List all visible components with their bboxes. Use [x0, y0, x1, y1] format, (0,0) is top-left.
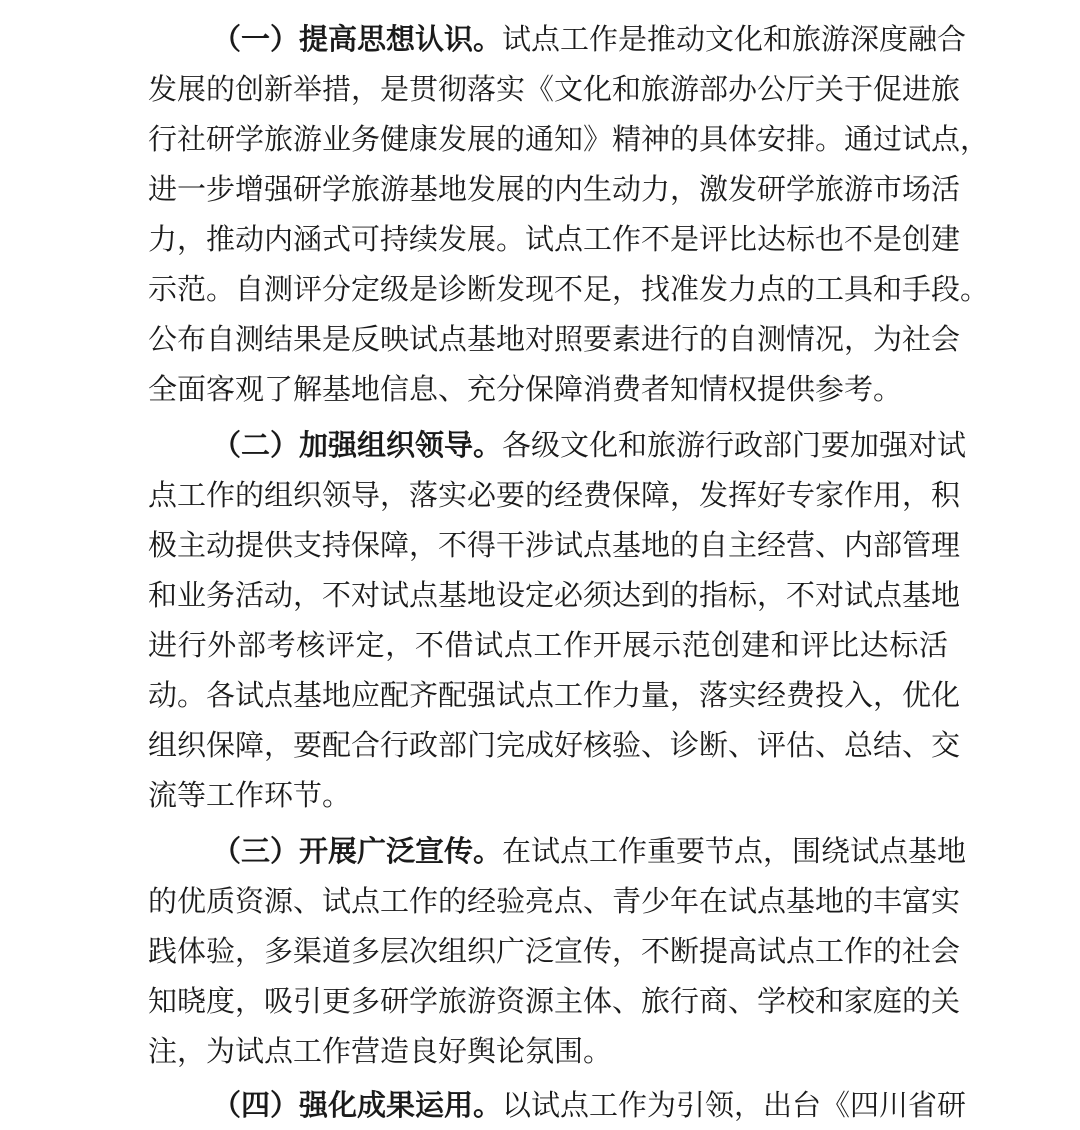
section-3-line-3: 践体验，多渠道多层次组织广泛宣传，不断提高试点工作的社会	[148, 934, 961, 968]
section-1-heading: （一）提高思想认识。	[212, 22, 503, 56]
section-3-line-2: 的优质资源、试点工作的经验亮点、青少年在试点基地的丰富实	[148, 884, 961, 918]
section-1-line-7: 公布自测结果是反映试点基地对照要素进行的自测情况，为社会	[148, 322, 961, 356]
section-1-line-8: 全面客观了解基地信息、充分保障消费者知情权提供参考。	[148, 372, 903, 406]
section-1-line-2: 发展的创新举措，是贯彻落实《文化和旅游部办公厅关于促进旅	[148, 72, 961, 106]
section-4-heading: （四）强化成果运用。	[212, 1088, 503, 1122]
section-2-line-2: 点工作的组织领导，落实必要的经费保障，发挥好专家作用，积	[148, 478, 961, 512]
section-3-line-1: （三）开展广泛宣传。在试点工作重要节点，围绕试点基地	[212, 834, 967, 868]
section-2-heading: （二）加强组织领导。	[212, 428, 503, 462]
section-2-line-6: 动。各试点基地应配齐配强试点工作力量，落实经费投入，优化	[148, 678, 961, 712]
section-2-line-1: （二）加强组织领导。各级文化和旅游行政部门要加强对试	[212, 428, 967, 462]
section-2-line-3: 极主动提供支持保障，不得干涉试点基地的自主经营、内部管理	[148, 528, 961, 562]
section-1-line-1: （一）提高思想认识。试点工作是推动文化和旅游深度融合	[212, 22, 967, 56]
section-4-line-1: （四）强化成果运用。以试点工作为引领，出台《四川省研	[212, 1088, 967, 1122]
section-1-line-4: 进一步增强研学旅游基地发展的内生动力，激发研学旅游市场活	[148, 172, 961, 206]
section-3-line-5: 注，为试点工作营造良好舆论氛围。	[148, 1034, 613, 1068]
section-1-line-6: 示范。自测评分定级是诊断发现不足，找准发力点的工具和手段。	[148, 272, 990, 306]
section-2-line-5: 进行外部考核评定，不借试点工作开展示范创建和评比达标活	[148, 628, 948, 662]
section-3-line-4: 知晓度，吸引更多研学旅游资源主体、旅行商、学校和家庭的关	[148, 984, 961, 1018]
section-1-line-3: 行社研学旅游业务健康发展的通知》精神的具体安排。通过试点，	[148, 122, 990, 156]
section-2-line-4: 和业务活动，不对试点基地设定必须达到的指标，不对试点基地	[148, 578, 961, 612]
section-1-line-5: 力，推动内涵式可持续发展。试点工作不是评比达标也不是创建	[148, 222, 961, 256]
section-3-heading: （三）开展广泛宣传。	[212, 834, 503, 868]
section-2-line-8: 流等工作环节。	[148, 778, 352, 812]
section-2-line-7: 组织保障，要配合行政部门完成好核验、诊断、评估、总结、交	[148, 728, 961, 762]
